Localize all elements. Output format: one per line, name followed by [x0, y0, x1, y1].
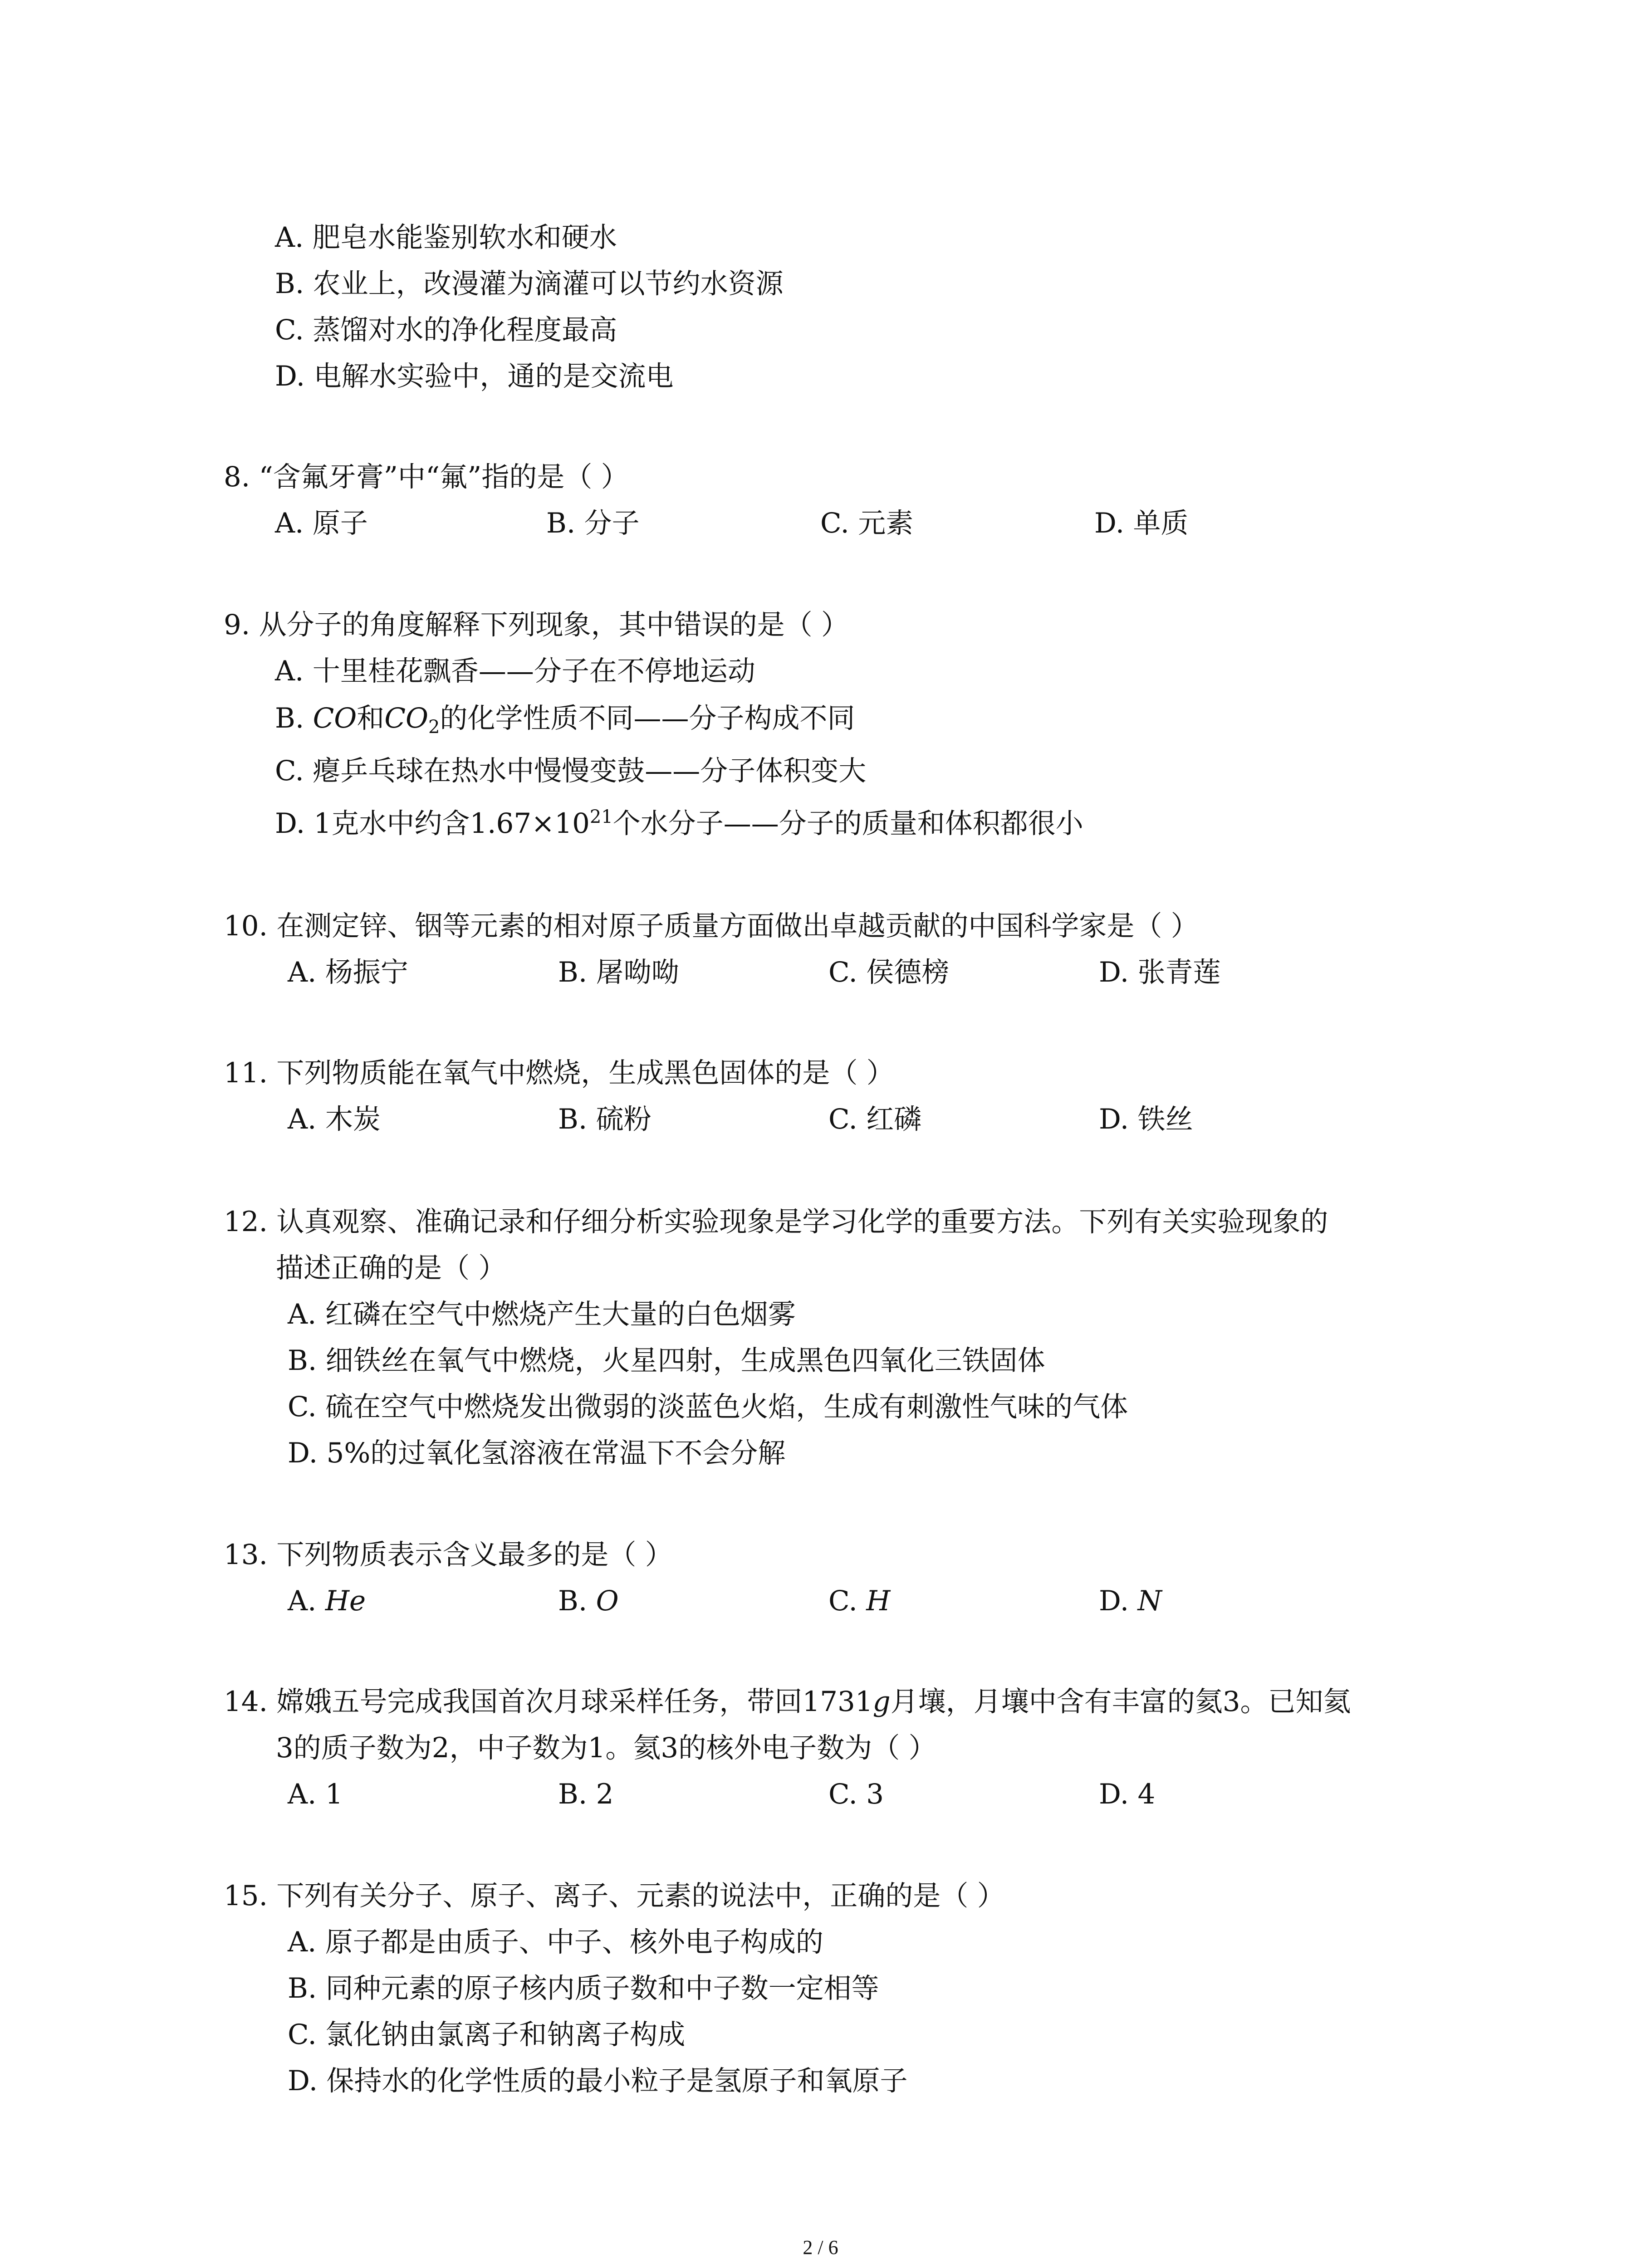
q7-option-a: A. 肥皂水能鉴别软水和硬水 — [275, 221, 617, 254]
q12-option-b: B. 细铁丝在氧气中燃烧，火星四射，生成黑色四氧化三铁固体 — [288, 1344, 1045, 1377]
q8-option-d: D. 单质 — [1094, 507, 1189, 539]
q9-option-b — [275, 700, 855, 737]
q8-option-b: B. 分子 — [546, 507, 640, 539]
q8-option-a: A. 原子 — [275, 507, 368, 539]
q13-option-d-label: D. — [1099, 1585, 1138, 1617]
q13-option-b-label: B. — [558, 1585, 596, 1617]
q14-stem-part-a: 14. 嫦娥五号完成我国首次月球采样任务，带回1731 — [224, 1686, 873, 1718]
q14-option-c: C. 3 — [828, 1778, 884, 1810]
page-number: 2 / 6 — [803, 2236, 838, 2258]
q12-option-a: A. 红磷在空气中燃烧产生大量的白色烟雾 — [288, 1298, 796, 1330]
q8-options — [0, 505, 1641, 542]
q12-option-c: C. 硫在空气中燃烧发出微弱的淡蓝色火焰，生成有刺激性气味的气体 — [288, 1391, 1128, 1423]
q14-stem-line1 — [224, 1684, 1351, 1720]
symbol-h: H — [866, 1585, 891, 1617]
q8-stem: 8. “含氟牙膏”中“氟”指的是（ ） — [224, 461, 629, 493]
q10-option-a: A. 杨振宁 — [288, 956, 408, 988]
q14-stem-line2: 3的质子数为2，中子数为1。氦3的核外电子数为（ ） — [276, 1732, 936, 1764]
q13-option-a — [288, 1583, 366, 1619]
q9-stem: 9. 从分子的角度解释下列现象，其中错误的是（ ） — [224, 609, 849, 641]
unit-g: g — [872, 1686, 891, 1718]
q7-option-d: D. 电解水实验中，通的是交流电 — [275, 360, 674, 392]
q11-option-a: A. 木炭 — [288, 1103, 381, 1135]
q9-option-d-prefix: D. 1克水中约含1.67×10 — [275, 807, 590, 840]
q11-options — [0, 1101, 1641, 1138]
q10-stem: 10. 在测定锌、铟等元素的相对原子质量方面做出卓越贡献的中国科学家是（ ） — [224, 910, 1199, 942]
symbol-n: N — [1137, 1585, 1162, 1617]
subscript-2: 2 — [428, 717, 440, 738]
q14-option-b: B. 2 — [558, 1778, 614, 1810]
q12-stem-line2: 描述正确的是（ ） — [276, 1252, 506, 1284]
q13-option-c — [828, 1583, 890, 1619]
q14-option-d: D. 4 — [1099, 1778, 1156, 1810]
q11-option-b: B. 硫粉 — [558, 1103, 652, 1135]
q9-option-d-rest: 个水分子——分子的质量和体积都很小 — [612, 807, 1083, 840]
q15-stem: 15. 下列有关分子、原子、离子、元素的说法中，正确的是（ ） — [224, 1880, 1005, 1912]
q10-option-d: D. 张青莲 — [1099, 956, 1221, 988]
q9-option-c: C. 瘪乒乓球在热水中慢慢变鼓——分子体积变大 — [275, 755, 867, 787]
q15-option-a: A. 原子都是由质子、中子、核外电子构成的 — [288, 1926, 823, 1958]
q9-option-b-rest: 的化学性质不同——分子构成不同 — [440, 702, 855, 734]
q14-options — [0, 1776, 1641, 1813]
q11-option-d: D. 铁丝 — [1099, 1103, 1193, 1135]
q13-stem: 13. 下列物质表示含义最多的是（ ） — [224, 1539, 673, 1571]
symbol-he: He — [325, 1585, 366, 1617]
symbol-o: O — [596, 1585, 619, 1617]
q13-option-c-label: C. — [828, 1585, 867, 1617]
q8-option-c: C. 元素 — [820, 507, 914, 539]
q15-option-c: C. 氯化钠由氯离子和钠离子构成 — [288, 2019, 686, 2051]
q7-option-c: C. 蒸馏对水的净化程度最高 — [275, 314, 617, 346]
q11-option-c: C. 红磷 — [828, 1103, 922, 1135]
q13-options — [0, 1583, 1641, 1619]
q14-stem-part-b: 月壤，月壤中含有丰富的氦3。已知氦 — [890, 1686, 1351, 1718]
q14-option-a: A. 1 — [288, 1778, 343, 1810]
q7-option-b: B. 农业上，改漫灌为滴灌可以节约水资源 — [275, 268, 784, 300]
conjunction: 和 — [357, 702, 385, 734]
q15-option-d: D. 保持水的化学性质的最小粒子是氢原子和氧原子 — [288, 2065, 908, 2097]
q13-option-a-label: A. — [288, 1585, 325, 1617]
q9-option-b-label: B. — [275, 702, 313, 734]
formula-co2: CO — [384, 702, 428, 734]
q12-option-d: D. 5%的过氧化氢溶液在常温下不会分解 — [288, 1437, 786, 1469]
q13-option-b — [558, 1583, 619, 1619]
q10-option-c: C. 侯德榜 — [828, 956, 950, 988]
q12-stem-line1: 12. 认真观察、准确记录和仔细分析实验现象是学习化学的重要方法。下列有关实验现象的 — [224, 1206, 1328, 1238]
q10-option-b: B. 屠呦呦 — [558, 956, 679, 988]
q10-options — [0, 954, 1641, 991]
q9-option-d — [275, 806, 1083, 842]
superscript-21: 21 — [589, 807, 613, 827]
q15-option-b: B. 同种元素的原子核内质子数和中子数一定相等 — [288, 1972, 879, 2004]
q13-option-d — [1099, 1583, 1162, 1619]
q9-option-a: A. 十里桂花飘香——分子在不停地运动 — [275, 655, 755, 687]
formula-co: CO — [313, 702, 357, 734]
q11-stem: 11. 下列物质能在氧气中燃烧，生成黑色固体的是（ ） — [224, 1057, 894, 1089]
